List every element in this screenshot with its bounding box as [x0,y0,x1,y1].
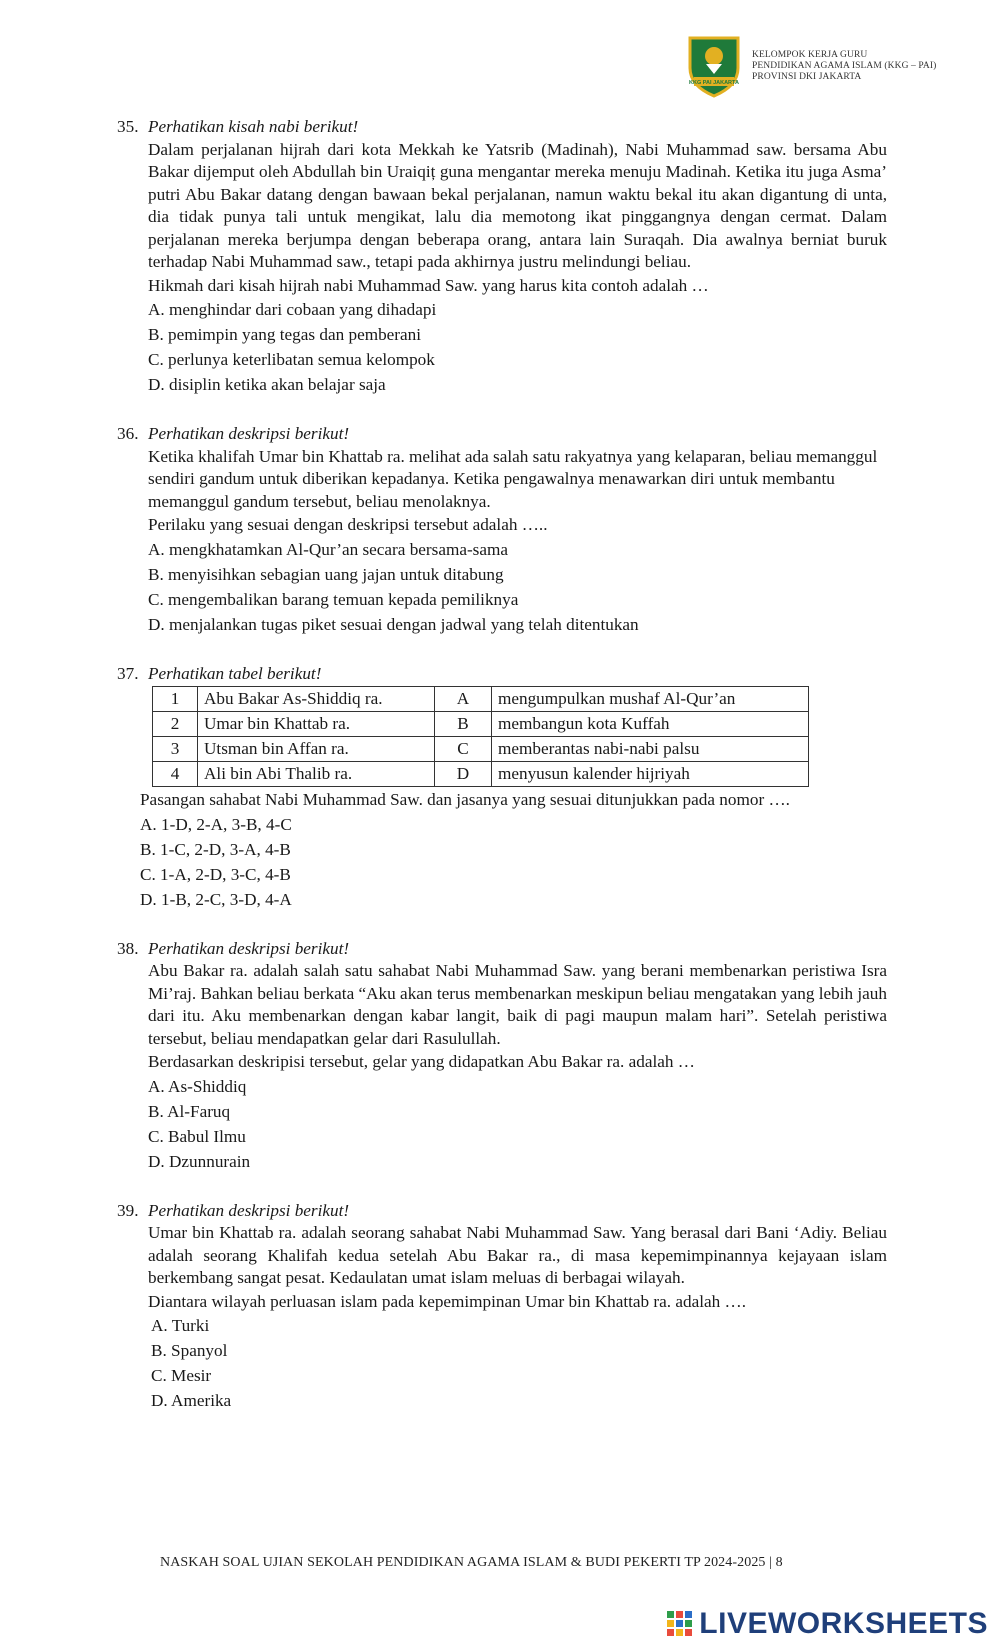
matching-table [152,686,809,787]
option-c[interactable]: C. 1-A, 2-D, 3-C, 4-B [140,864,291,884]
table-cell-deed: membangun kota Kuffah [492,712,809,737]
question-stem: Pasangan sahabat Nabi Muhammad Saw. dan jasanya yang sesuai ditunjukkan pada nomor …. [140,790,790,809]
question-number: 39. [117,1200,139,1220]
option-b[interactable]: B. pemimpin yang tegas dan pemberani [148,325,422,344]
question-35 [117,116,887,397]
question-stem: Perilaku yang sesuai dengan deskripsi tersebut adalah ….. [148,515,548,534]
question-paragraph: Ketika khalifah Umar bin Khattab ra. melihat ada salah satu rakyatnya yang kelaparan, beliau memanggul sendiri gandum untuk diberikan kepadanya. Ketika pengawalnya menawarkan diri untuk membantu memanggul gandum tersebut, beliau menolaknya. [148,446,878,511]
option-b[interactable]: B. menyisihkan sebagian uang jajan untuk ditabung [148,564,504,584]
question-title: Perhatikan deskripsi berikut! [148,424,350,443]
table-cell-letter: D [435,762,492,787]
org-line-1: KELOMPOK KERJA GURU [752,49,868,60]
question-title: Perhatikan deskripsi berikut! [148,938,350,958]
question-title: Perhatikan tabel berikut! [148,663,322,683]
option-d[interactable]: D. Dzunnurain [148,1151,251,1171]
table-row [153,737,809,762]
option-b[interactable]: B. Al-Faruq [148,1101,231,1121]
table-cell-number: 1 [153,687,198,712]
option-d[interactable]: D. menjalankan tugas piket sesuai dengan jadwal yang telah ditentukan [148,614,639,634]
option-a[interactable]: A. 1-D, 2-A, 3-B, 4-C [140,814,292,834]
question-paragraph: Umar bin Khattab ra. adalah seorang sahabat Nabi Muhammad Saw. Yang berasal dari Bani ‘Adiy. Beliau adalah seorang Khalifah kedua setelah Abu Bakar ra., di masa kepemimpinannya kejayaan islam berkembang sangat pesat. Kedaulatan umat islam meluas di berbagai wilayah. [148,1223,887,1287]
option-a[interactable]: A. As-Shiddiq [148,1076,247,1096]
option-c[interactable]: C. Mesir [151,1366,212,1385]
question-stem: Hikmah dari kisah hijrah nabi Muhammad Saw. yang harus kita contoh adalah … [148,275,709,295]
kkg-pai-logo [686,34,742,98]
question-title: Perhatikan kisah nabi berikut! [148,117,359,136]
question-number: 35. [117,117,139,136]
liveworksheets-brand[interactable] [667,1607,988,1641]
question-36 [117,423,887,637]
table-cell-letter: C [435,737,492,762]
org-line-3: PROVINSI DKI JAKARTA [752,71,862,82]
table-cell-number: 3 [153,737,198,762]
table-cell-companion: Ali bin Abi Thalib ra. [198,762,435,787]
question-number: 38. [117,938,139,958]
question-paragraph: Abu Bakar ra. adalah salah satu sahabat Nabi Muhammad Saw. yang berani membenarkan peristiwa Isra Mi’raj. Bahkan beliau berkata “Aku akan terus membenarkan meskipun beliau mengatakan yang lebih jauh dari itu. Aku membenarkan dengan kabar langit, baik di pagi maupun malam hari”. Setelah peristiwa tersebut, beliau mendapatkan gelar dari Rasulullah. [148,961,887,1048]
options-group [148,1313,887,1413]
table-row [153,687,809,712]
liveworksheets-logo-icon [667,1611,693,1637]
table-cell-letter: A [435,687,492,712]
org-line-2: PENDIDIKAN AGAMA ISLAM (KKG – PAI) [752,60,937,71]
organization-name [752,50,936,83]
option-d[interactable]: D. Amerika [151,1391,232,1410]
table-cell-number: 2 [153,712,198,737]
table-cell-number: 4 [153,762,198,787]
table-cell-companion: Abu Bakar As-Shiddiq ra. [198,687,435,712]
option-d[interactable]: D. disiplin ketika akan belajar saja [148,375,386,394]
question-title: Perhatikan deskripsi berikut! [148,1200,350,1220]
option-c[interactable]: C. perlunya keterlibatan semua kelompok [148,350,435,369]
brand-name: LIVEWORKSHEETS [699,1607,988,1640]
table-cell-letter: B [435,712,492,737]
page-footer: NASKAH SOAL UJIAN SEKOLAH PENDIDIKAN AGAMA ISLAM & BUDI PEKERTI TP 2024-2025 | 8 [160,1555,783,1570]
question-38 [117,938,887,1174]
table-row [153,762,809,787]
question-number: 36. [117,424,139,443]
option-c[interactable]: C. mengembalikan barang temuan kepada pemiliknya [148,589,519,609]
option-c[interactable]: C. Babul Ilmu [148,1126,246,1146]
option-a[interactable]: A. menghindar dari cobaan yang dihadapi [148,300,437,319]
option-a[interactable]: A. mengkhatamkan Al-Qur’an secara bersama-sama [148,539,508,559]
option-b[interactable]: B. Spanyol [151,1341,228,1360]
question-37-below-table [140,789,887,912]
table-cell-companion: Utsman bin Affan ra. [198,737,435,762]
question-37 [117,663,887,912]
option-b[interactable]: B. 1-C, 2-D, 3-A, 4-B [140,839,291,859]
option-d[interactable]: D. 1-B, 2-C, 3-D, 4-A [140,889,292,909]
table-cell-deed: memberantas nabi-nabi palsu [492,737,809,762]
svg-text:KKG PAI JAKARTA: KKG PAI JAKARTA [689,80,739,86]
page-header [686,34,936,98]
question-paragraph: Dalam perjalanan hijrah dari kota Mekkah ke Yatsrib (Madinah), Nabi Muhammad saw. bersama Abu Bakar dijemput oleh Abdullah bin Uraiqiț guna mengantar mereka menuju Madinah. Ketika itu juga Asma’ putri Abu Bakar datang dengan bawaan bekal perjalanan, namun waktu bekal itu akan digantung di unta, dia tidak punya tali untuk mengikat, lalu dia memotong ikat pinggangnya dengan cermat. Dalam perjalanan mereka berjumpa dengan beberapa orang, antara lain Suraqah. Dia awalnya berniat buruk terhadap Nabi Muhammad saw., tetapi pada akhirnya justru melindungi beliau. [148,139,887,271]
table-row [153,712,809,737]
table-cell-companion: Umar bin Khattab ra. [198,712,435,737]
question-stem: Diantara wilayah perluasan islam pada kepemimpinan Umar bin Khattab ra. adalah …. [148,1291,747,1311]
question-list [117,116,887,1439]
question-39 [117,1200,887,1414]
question-number: 37. [117,663,139,683]
table-cell-deed: mengumpulkan mushaf Al-Qur’an [492,687,809,712]
option-a[interactable]: A. Turki [151,1316,210,1335]
question-stem: Berdasarkan deskripisi tersebut, gelar yang didapatkan Abu Bakar ra. adalah … [148,1052,695,1071]
table-cell-deed: menyusun kalender hijriyah [492,762,809,787]
